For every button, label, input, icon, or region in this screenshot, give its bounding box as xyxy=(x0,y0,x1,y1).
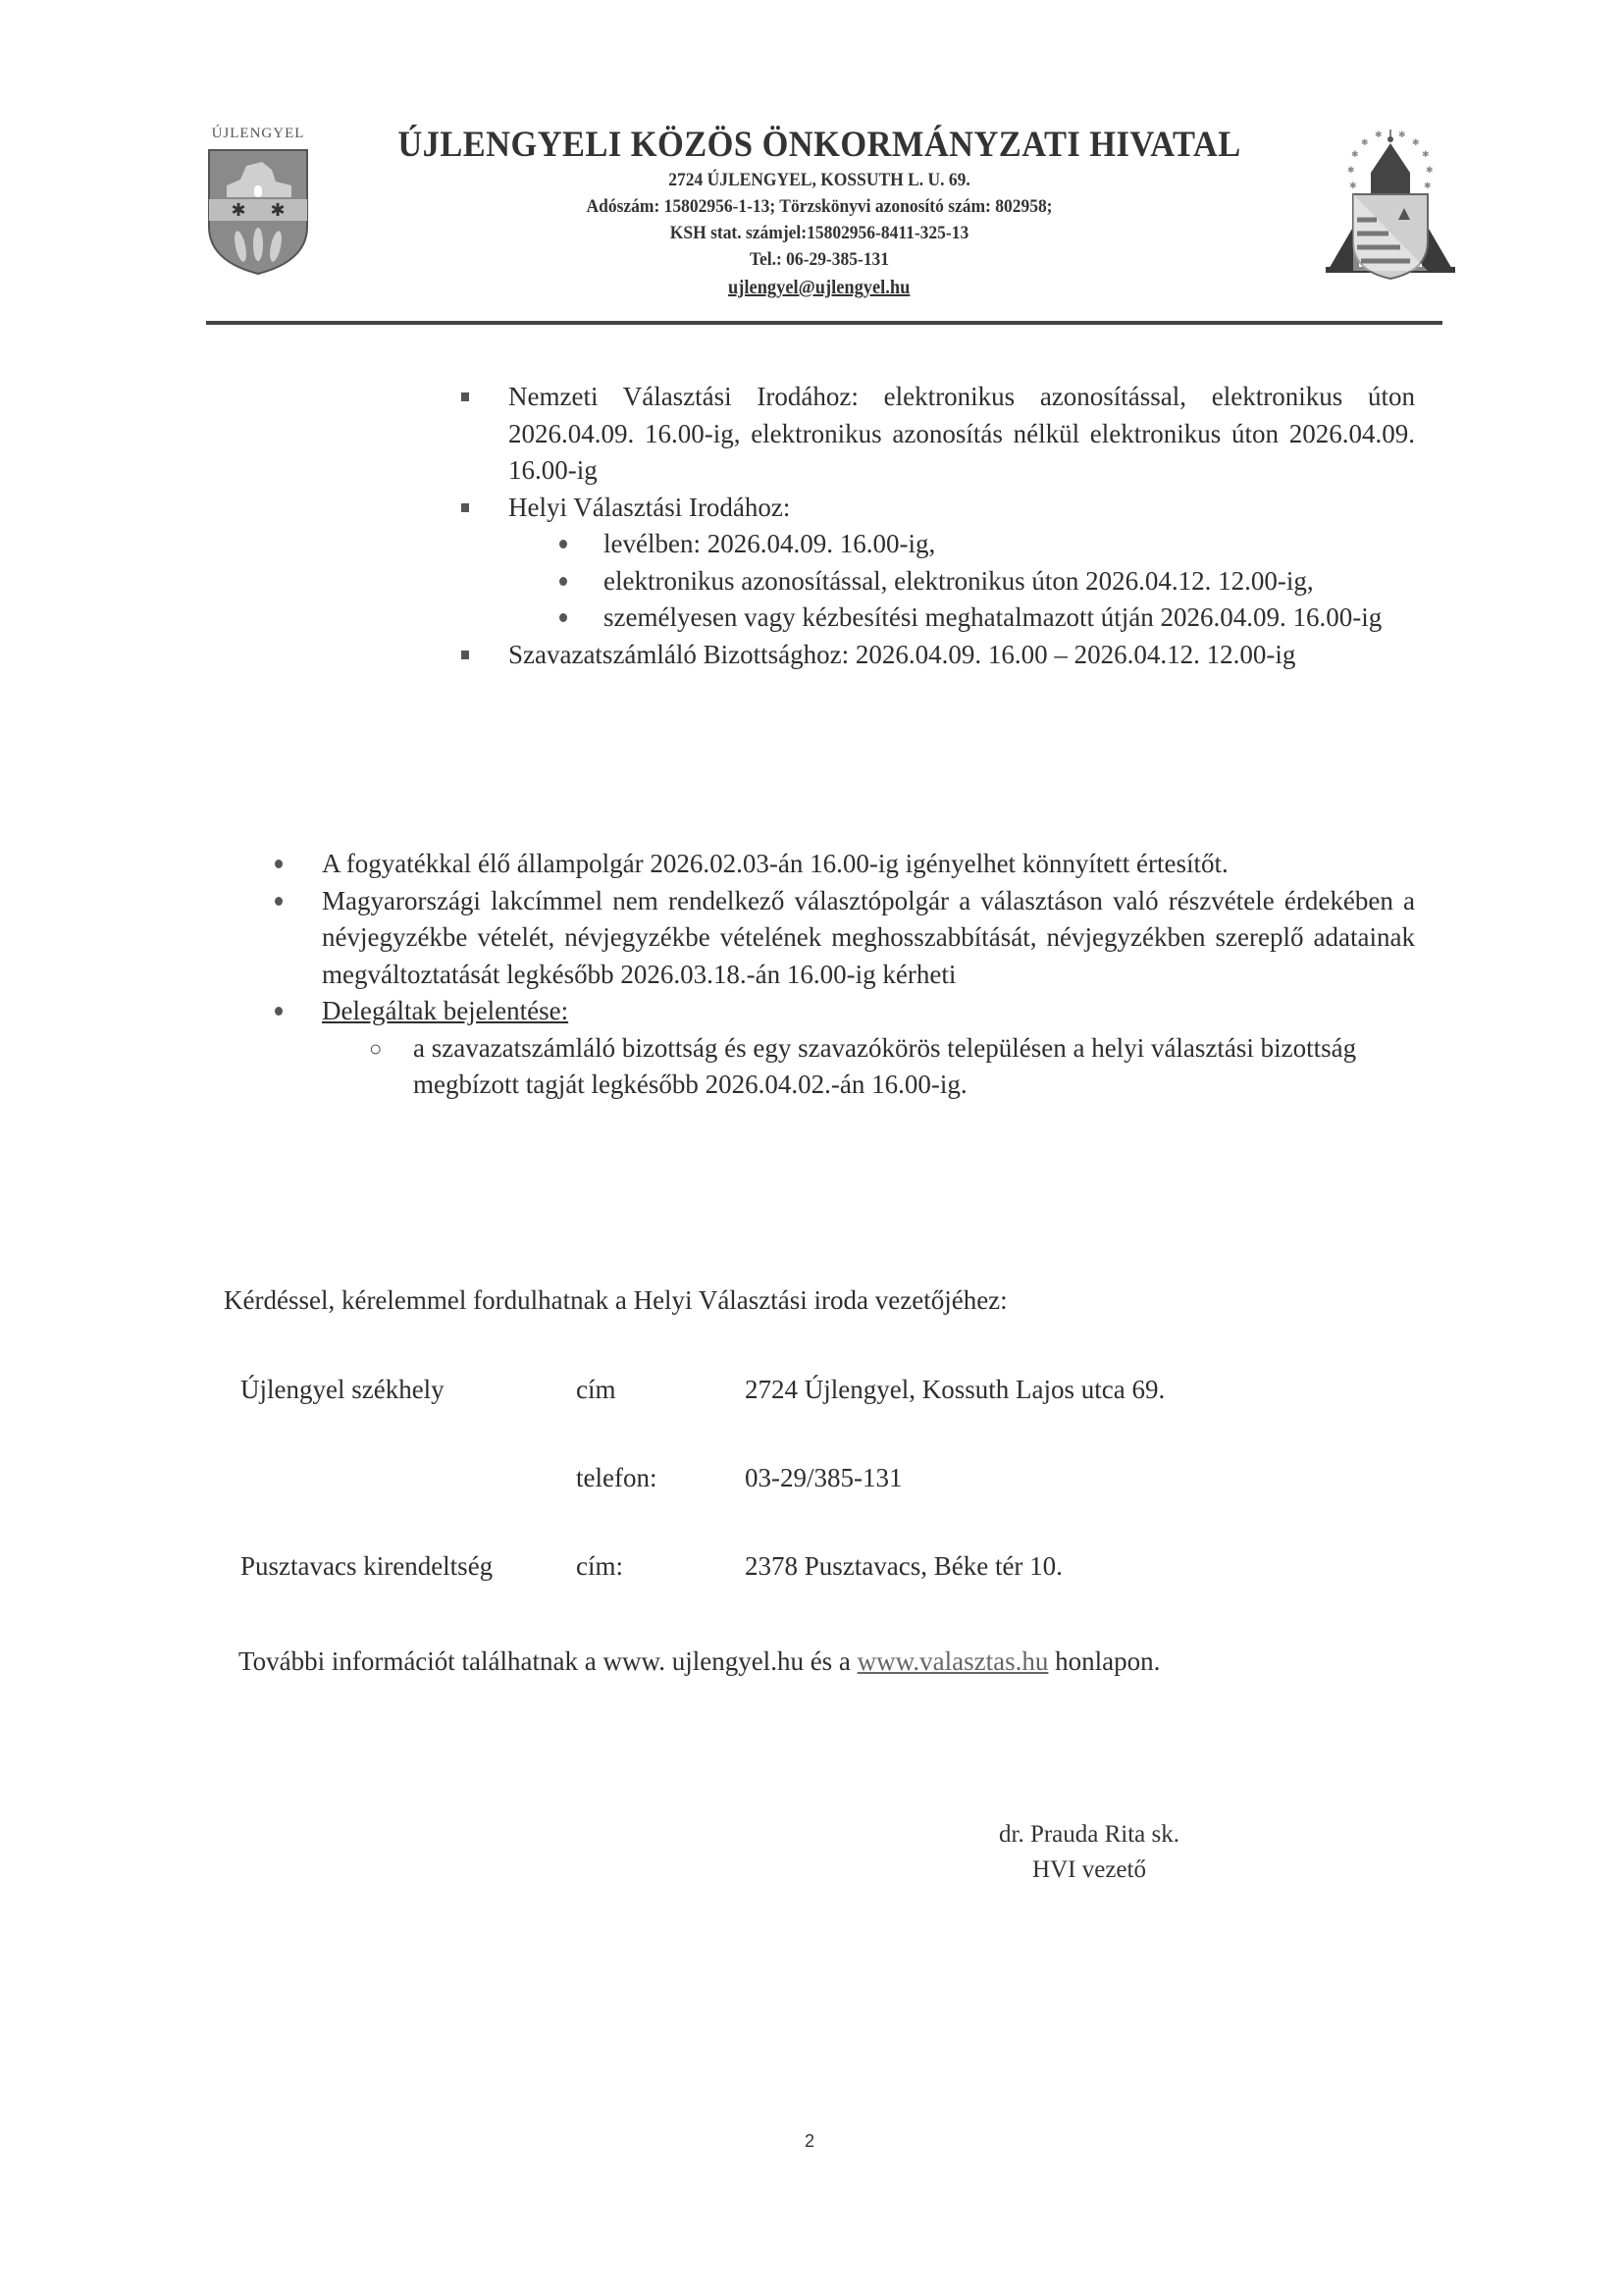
signatory-name: dr. Prauda Rita sk. xyxy=(999,1821,1180,1848)
svg-text:✱: ✱ xyxy=(1424,181,1432,190)
dot-bullet-icon xyxy=(559,613,567,622)
square-bullet-icon xyxy=(461,392,469,401)
organization-address: 2724 ÚJLENGYEL, KOSSUTH L. U. 69. xyxy=(668,170,970,190)
svg-text:✱: ✱ xyxy=(1398,130,1406,139)
contact-value: 03-29/385-131 xyxy=(745,1463,903,1492)
dot-bullet-icon xyxy=(559,540,567,548)
dot-bullet-icon xyxy=(275,1007,283,1016)
svg-text:✱: ✱ xyxy=(1426,165,1434,175)
more-info xyxy=(238,1644,1160,1681)
contacts-table xyxy=(240,1372,1320,1637)
contact-place: Újlengyel székhely xyxy=(240,1375,445,1404)
delegates-heading: Delegáltak bejelentése: xyxy=(322,996,569,1025)
svg-text:✱: ✱ xyxy=(231,200,246,220)
local-office-item xyxy=(461,600,1388,637)
local-office-item-text: elektronikus azonosítással, elektronikus úton 2026.04.12. 12.00-ig, xyxy=(603,565,1314,596)
local-office-item xyxy=(461,526,1415,563)
contact-intro: Kérdéssel, kérelemmel fordulhatnak a Helyi Választási iroda vezetőjéhez: xyxy=(224,1285,1008,1315)
more-info-prefix: További információt találhatnak a www. ujlengyel.hu és a xyxy=(238,1646,858,1676)
local-office-item-text: levélben: 2026.04.09. 16.00-ig, xyxy=(603,529,936,558)
svg-text:✱: ✱ xyxy=(270,200,286,220)
svg-text:✱: ✱ xyxy=(1347,165,1355,175)
svg-text:✱: ✱ xyxy=(1422,149,1430,159)
svg-text:✱: ✱ xyxy=(1375,130,1383,139)
contact-row xyxy=(240,1372,1320,1460)
contact-value: 2724 Újlengyel, Kossuth Lajos utca 69. xyxy=(745,1375,1166,1404)
organization-email-link[interactable]: ujlengyel@ujlengyel.hu xyxy=(728,277,911,298)
deadlines-section xyxy=(461,379,1415,673)
main-point-text: A fogyatékkal élő állampolgár 2026.02.03-án 16.00-ig igényelhet könnyített értesítőt. xyxy=(322,849,1229,878)
deadline-national-office xyxy=(461,379,1415,490)
deadline-text: Nemzeti Választási Irodához: elektronikus azonosítással, elektronikus úton 2026.04.09. 16.00-ig, elektronikus azonosítás nélkül elektronikus úton 2026.04.09. 16.00-ig xyxy=(508,382,1415,485)
deadline-counting-committee xyxy=(461,637,1393,674)
delegates-heading-item xyxy=(273,993,1415,1030)
dot-bullet-icon xyxy=(559,577,567,586)
valasztas-link[interactable]: www.valasztas.hu xyxy=(857,1646,1049,1676)
main-point xyxy=(273,883,1415,994)
svg-text:✱: ✱ xyxy=(1351,149,1359,159)
square-bullet-icon xyxy=(461,503,469,512)
left-crest xyxy=(194,126,322,276)
contact-label: telefon: xyxy=(576,1463,657,1492)
contact-row xyxy=(240,1460,1320,1548)
local-office-item-text: személyesen vagy kézbesítési meghatalmazott útján 2026.04.09. 16.00-ig xyxy=(603,602,1383,632)
right-crest xyxy=(1320,124,1462,281)
letterhead xyxy=(0,0,1623,334)
contact-place: Pusztavacs kirendeltség xyxy=(240,1551,494,1581)
organization-ksh-id: KSH stat. számjel:15802956-8411-325-13 xyxy=(669,223,969,243)
organization-info xyxy=(334,124,1305,302)
delegates-item-text: a szavazatszámláló bizottság és egy szavazókörös településen a helyi választási bizottság megbízott tagját legkésőbb 2026.04.02.-án 16.00-ig. xyxy=(413,1032,1357,1099)
delegates-item xyxy=(273,1030,1415,1104)
crest-caption: ÚJLENGYEL xyxy=(211,126,305,141)
signatory-title: HVI vezető xyxy=(1032,1856,1146,1883)
dot-bullet-icon xyxy=(275,860,283,868)
header-divider xyxy=(206,321,1442,325)
svg-text:✱: ✱ xyxy=(1412,137,1420,147)
organization-tax-id: Adószám: 15802956-1-13; Törzskönyvi azonosító szám: 802958; xyxy=(586,196,1053,217)
deadline-label: Helyi Választási Irodához: xyxy=(508,492,791,522)
svg-text:✱: ✱ xyxy=(1349,181,1357,190)
contact-label: cím xyxy=(576,1375,616,1404)
organization-phone: Tel.: 06-29-385-131 xyxy=(749,249,890,270)
main-point-text: Magyarországi lakcímmel nem rendelkező választópolgár a választáson való részvétele érdekében a névjegyzékbe vételét, névjegyzékbe vételének meghosszabbítását, névjegyzékben szereplő adatainak megváltoztatását legkésőbb 2026.03.18.-án 16.00-ig kérheti xyxy=(322,885,1415,989)
dot-bullet-icon xyxy=(275,897,283,906)
contact-row xyxy=(240,1548,1320,1637)
deadline-local-office xyxy=(461,490,1415,527)
main-point xyxy=(273,846,1415,883)
circle-bullet-icon: ○ xyxy=(369,1035,383,1061)
more-info-suffix: honlapon. xyxy=(1048,1646,1161,1676)
page-number: 2 xyxy=(805,2131,815,2151)
signature-block xyxy=(999,1817,1179,1888)
svg-text:✱: ✱ xyxy=(1361,137,1369,147)
deadline-text: Szavazatszámláló Bizottsághoz: 2026.04.09. 16.00 – 2026.04.12. 12.00-ig xyxy=(508,639,1296,669)
contact-value: 2378 Pusztavacs, Béke tér 10. xyxy=(745,1551,1063,1581)
ujlengyel-coat-of-arms-icon xyxy=(207,148,309,276)
local-office-item xyxy=(461,563,1356,600)
pusztavacs-coat-of-arms-icon xyxy=(1320,124,1462,281)
contact-label: cím: xyxy=(576,1551,623,1581)
main-points-section xyxy=(273,846,1415,1104)
square-bullet-icon xyxy=(461,651,469,659)
organization-title: ÚJLENGYELI KÖZÖS ÖNKORMÁNYZATI HIVATAL xyxy=(397,125,1241,165)
